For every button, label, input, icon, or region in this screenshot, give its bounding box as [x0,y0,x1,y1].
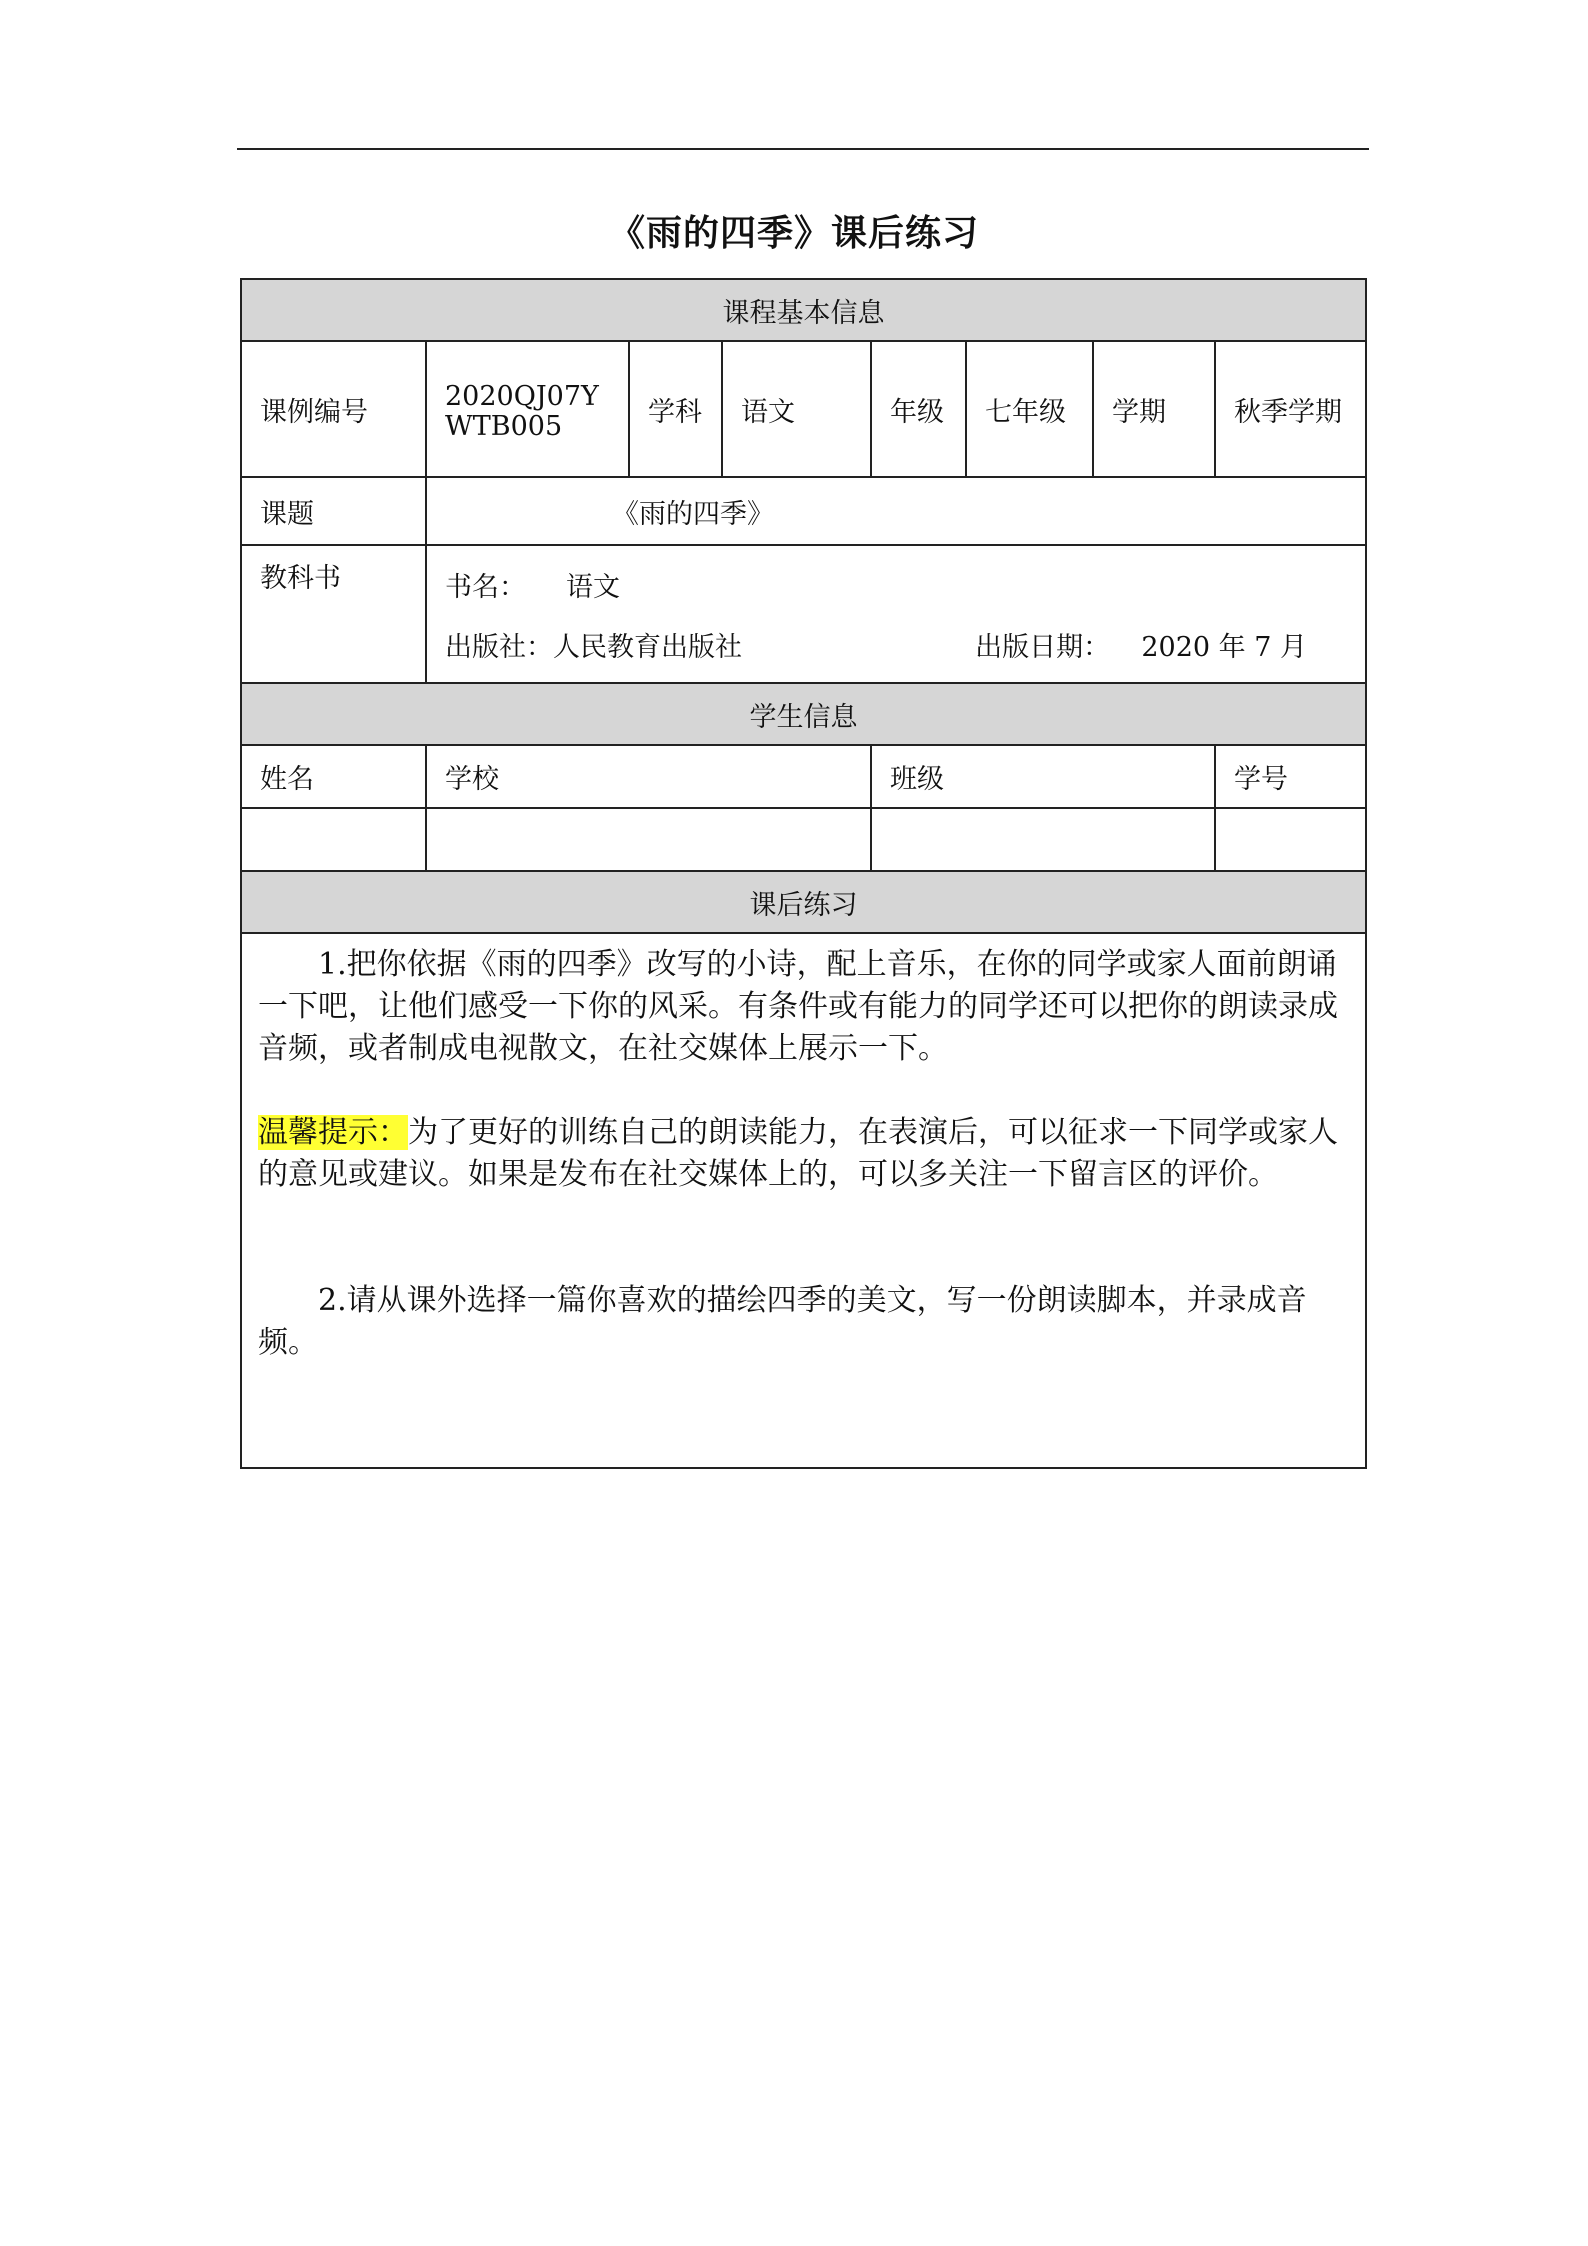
textbook-label: 教科书 [241,545,426,683]
exercise-item-2: 2.请从课外选择一篇你喜欢的描绘四季的美文，写一份朗读脚本，并录成音频。 [258,1283,1307,1360]
class-field[interactable] [871,808,1215,871]
exercise-item-1: 1.把你依据《雨的四季》改写的小诗，配上音乐，在你的同学或家人面前朗诵一下吧，让他们感受一下你的风采。有条件或有能力的同学还可以把你的朗读录成音频，或者制成电视散文，在社交媒体上展示一下。 [258,947,1338,1066]
exercise-row [241,933,1366,1468]
student-info-header-row [241,683,1366,745]
term-label: 学期 [1093,341,1215,477]
subject-label: 学科 [629,341,722,477]
student-label-row [241,745,1366,808]
book-name-line [445,554,1347,614]
page-title: 《雨的四季》课后练习 [608,213,979,254]
code-value: 2020QJ07YWTB005 [426,341,629,477]
tip-paragraph [258,1112,1353,1196]
publisher-label: 出版社： [445,631,553,663]
course-basic-row [241,341,1366,477]
student-id-field[interactable] [1215,808,1366,871]
name-field[interactable] [241,808,426,871]
name-label: 姓名 [241,745,426,808]
pub-date-label: 出版日期： [975,631,1111,663]
school-field[interactable] [426,808,871,871]
tip-text: 为了更好的训练自己的朗读能力，在表演后，可以征求一下同学或家人的意见或建议。如果是发布在社交媒体上的，可以多关注一下留言区的评价。 [258,1115,1338,1192]
pub-date [975,625,1307,664]
course-form-table [240,278,1367,1469]
exercise-header-row [241,871,1366,933]
term-value: 秋季学期 [1215,341,1366,477]
course-info-header: 课程基本信息 [241,279,1366,341]
grade-label: 年级 [871,341,966,477]
student-info-header: 学生信息 [241,683,1366,745]
header-rule [237,148,1369,150]
book-name-label: 书名： [445,571,526,603]
pub-date-value: 2020 年 7 月 [1141,631,1307,663]
code-label: 课例编号 [241,341,426,477]
publisher-line [445,614,1347,674]
textbook-row [241,545,1366,683]
exercise-content [241,933,1366,1468]
topic-value: 《雨的四季》 [426,477,1366,545]
topic-label: 课题 [241,477,426,545]
school-label: 学校 [426,745,871,808]
publisher-value: 人民教育出版社 [553,631,742,663]
class-label: 班级 [871,745,1215,808]
subject-value: 语文 [722,341,871,477]
textbook-details [426,545,1366,683]
exercise-header: 课后练习 [241,871,1366,933]
topic-row [241,477,1366,545]
student-input-row [241,808,1366,871]
grade-value: 七年级 [966,341,1093,477]
course-info-header-row [241,279,1366,341]
student-id-label: 学号 [1215,745,1366,808]
tip-label: 温馨提示： [258,1115,408,1150]
book-name-value: 语文 [566,571,620,603]
